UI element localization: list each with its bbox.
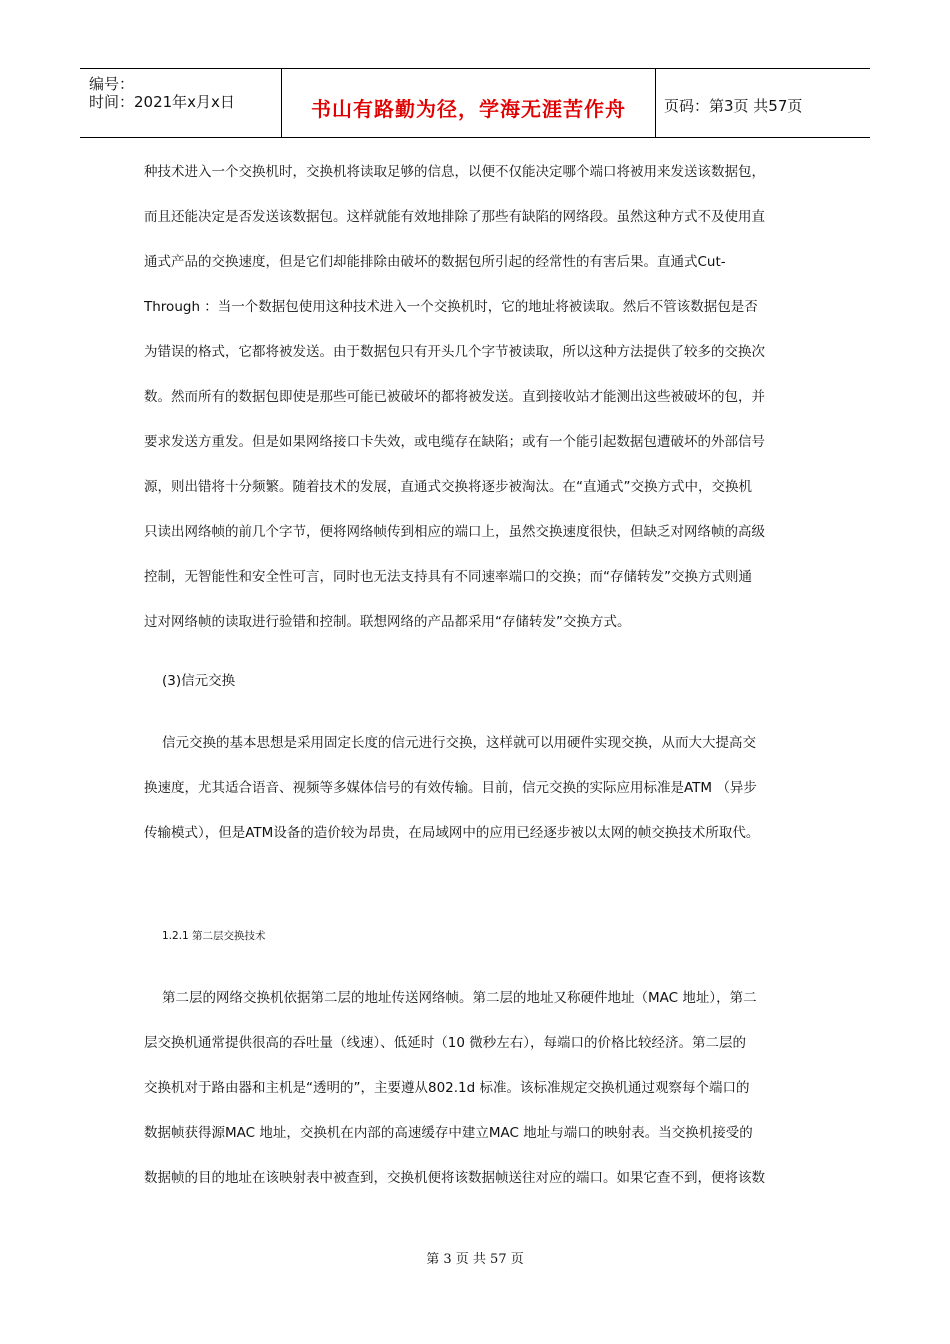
paragraph-line: 信元交换的基本思想是采用固定长度的信元进行交换，这样就可以用硬件实现交换，从而大大提高交 — [162, 735, 756, 751]
paragraph-line: 数据帧的目的地址在该映射表中被查到，交换机便将该数据帧送往对应的端口。如果它查不到，便将该数 — [144, 1170, 765, 1186]
paragraph-line: Through ：当一个数据包使用这种技术进入一个交换机时，它的地址将被读取。然后不管该数据包是否 — [144, 299, 758, 315]
header-page-cell — [656, 69, 870, 137]
paragraph-line: 控制，无智能性和安全性可言，同时也无法支持具有不同速率端口的交换；而“存储转发”交换方式则通 — [144, 569, 752, 585]
header-motto-cell — [282, 69, 656, 137]
subsection-heading-layer2: 1.2.1 第二层交换技术 — [162, 930, 266, 942]
paragraph-line: 只读出网络帧的前几个字节，便将网络帧传到相应的端口上，虽然交换速度很快，但缺乏对网络帧的高级 — [144, 524, 765, 540]
paragraph-line: 层交换机通常提供很高的吞吐量（线速）、低延时（10 微秒左右），每端口的价格比较经济。第二层的 — [144, 1035, 746, 1051]
paragraph-line: 通式产品的交换速度，但是它们却能排除由破坏的数据包所引起的经常性的有害后果。直通式Cut- — [144, 254, 726, 270]
page-footer: 第 3 页 共 57 页 — [426, 1252, 524, 1267]
paragraph-line: 第二层的网络交换机依据第二层的地址传送网络帧。第二层的地址又称硬件地址（MAC 地址），第二 — [162, 990, 757, 1006]
paragraph-line: 换速度，尤其适合语音、视频等多媒体信号的有效传输。目前，信元交换的实际应用标准是ATM （异步 — [144, 780, 757, 796]
paragraph-line: 数据帧获得源MAC 地址，交换机在内部的高速缓存中建立MAC 地址与端口的映射表。当交换机接受的 — [144, 1125, 753, 1141]
number-label: 编号： — [89, 75, 135, 93]
paragraph-line: 而且还能决定是否发送该数据包。这样就能有效地排除了那些有缺陷的网络段。虽然这种方式不及使用直 — [144, 209, 765, 225]
paragraph-line: 数。然而所有的数据包即使是那些可能已被破坏的都将被发送。直到接收站才能测出这些被破坏的包，并 — [144, 389, 765, 405]
paragraph-line: 要求发送方重发。但是如果网络接口卡失效，或电缆存在缺陷；或有一个能引起数据包遭破坏的外部信号 — [144, 434, 765, 450]
paragraph-line: 过对网络帧的读取进行验错和控制。联想网络的产品都采用“存储转发”交换方式。 — [144, 614, 631, 630]
paragraph-line: 为错误的格式，它都将被发送。由于数据包只有开头几个字节被读取，所以这种方法提供了较多的交换次 — [144, 344, 765, 360]
paragraph-line: 传输模式），但是ATM设备的造价较为昂贵，在局域网中的应用已经逐步被以太网的帧交换技术所取代。 — [144, 825, 760, 841]
paragraph-line: 交换机对于路由器和主机是“透明的”，主要遵从802.1d 标准。该标准规定交换机通过观察每个端口的 — [144, 1080, 750, 1096]
page-header — [80, 68, 870, 138]
header-info-cell — [80, 69, 282, 137]
paragraph-line: 种技术进入一个交换机时，交换机将读取足够的信息，以便不仅能决定哪个端口将被用来发送该数据包， — [144, 164, 765, 180]
header-page-number: 页码：第3页 共57页 — [664, 97, 803, 115]
motto-text: 书山有路勤为径，学海无涯苦作舟 — [311, 97, 626, 121]
time-label: 时间：2021年x月x日 — [89, 93, 235, 111]
section-heading-cell-switching: (3)信元交换 — [162, 673, 236, 689]
paragraph-line: 源，则出错将十分频繁。随着技术的发展，直通式交换将逐步被淘汰。在“直通式”交换方式中，交换机 — [144, 479, 752, 495]
